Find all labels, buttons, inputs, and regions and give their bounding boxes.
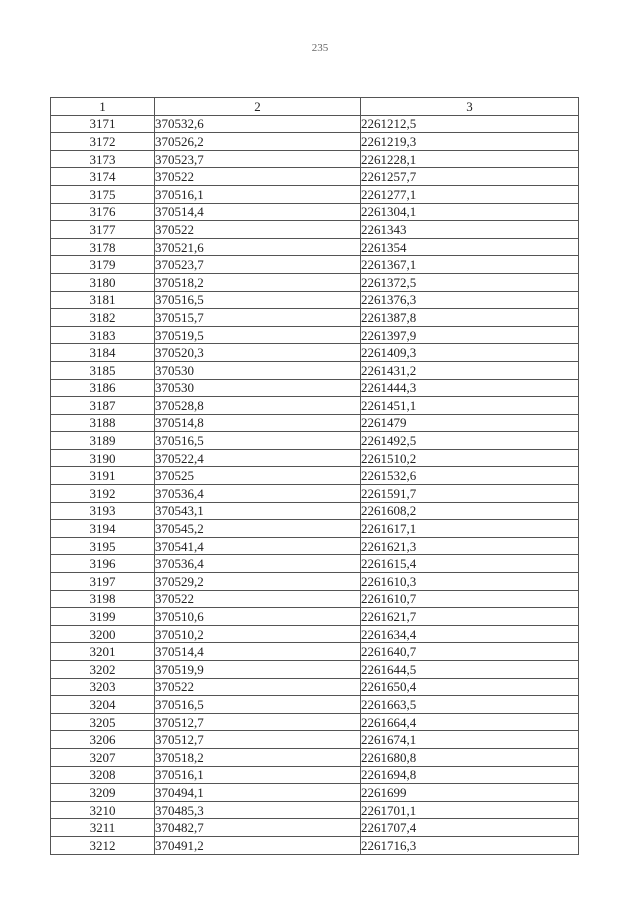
y-coordinate-cell: 2261663,5 <box>361 696 579 714</box>
y-coordinate-cell: 2261510,2 <box>361 449 579 467</box>
point-number-cell: 3193 <box>51 502 155 520</box>
x-coordinate-cell: 370520,3 <box>155 344 361 362</box>
y-coordinate-cell: 2261610,7 <box>361 590 579 608</box>
x-coordinate-cell: 370529,2 <box>155 573 361 591</box>
table-row <box>51 643 579 661</box>
point-number-cell: 3208 <box>51 766 155 784</box>
y-coordinate-cell: 2261621,7 <box>361 608 579 626</box>
table-row <box>51 801 579 819</box>
point-number-cell: 3209 <box>51 784 155 802</box>
y-coordinate-cell: 2261343 <box>361 221 579 239</box>
y-coordinate-cell: 2261674,1 <box>361 731 579 749</box>
y-coordinate-cell: 2261610,3 <box>361 573 579 591</box>
y-coordinate-cell: 2261617,1 <box>361 520 579 538</box>
table-row <box>51 344 579 362</box>
table-row <box>51 291 579 309</box>
point-number-cell: 3190 <box>51 449 155 467</box>
x-coordinate-cell: 370485,3 <box>155 801 361 819</box>
point-number-cell: 3178 <box>51 238 155 256</box>
table-row <box>51 449 579 467</box>
table-row <box>51 590 579 608</box>
y-coordinate-cell: 2261451,1 <box>361 397 579 415</box>
x-coordinate-cell: 370532,6 <box>155 115 361 133</box>
table-row <box>51 784 579 802</box>
point-number-cell: 3172 <box>51 133 155 151</box>
x-coordinate-cell: 370516,5 <box>155 432 361 450</box>
y-coordinate-cell: 2261304,1 <box>361 203 579 221</box>
point-number-cell: 3207 <box>51 748 155 766</box>
y-coordinate-cell: 2261277,1 <box>361 185 579 203</box>
table-row <box>51 414 579 432</box>
point-number-cell: 3195 <box>51 537 155 555</box>
x-coordinate-cell: 370516,5 <box>155 291 361 309</box>
point-number-cell: 3181 <box>51 291 155 309</box>
x-coordinate-cell: 370514,4 <box>155 203 361 221</box>
table-header-row <box>51 98 579 116</box>
point-number-cell: 3196 <box>51 555 155 573</box>
x-coordinate-cell: 370543,1 <box>155 502 361 520</box>
point-number-cell: 3171 <box>51 115 155 133</box>
y-coordinate-cell: 2261621,3 <box>361 537 579 555</box>
x-coordinate-cell: 370516,5 <box>155 696 361 714</box>
y-coordinate-cell: 2261409,3 <box>361 344 579 362</box>
x-coordinate-cell: 370522 <box>155 678 361 696</box>
x-coordinate-cell: 370545,2 <box>155 520 361 538</box>
table-row <box>51 836 579 854</box>
point-number-cell: 3212 <box>51 836 155 854</box>
x-coordinate-cell: 370530 <box>155 379 361 397</box>
point-number-cell: 3210 <box>51 801 155 819</box>
table-row <box>51 520 579 538</box>
y-coordinate-cell: 2261694,8 <box>361 766 579 784</box>
x-coordinate-cell: 370515,7 <box>155 309 361 327</box>
y-coordinate-cell: 2261257,7 <box>361 168 579 186</box>
y-coordinate-cell: 2261644,5 <box>361 661 579 679</box>
y-coordinate-cell: 2261367,1 <box>361 256 579 274</box>
y-coordinate-cell: 2261387,8 <box>361 309 579 327</box>
x-coordinate-cell: 370521,6 <box>155 238 361 256</box>
point-number-cell: 3183 <box>51 326 155 344</box>
point-number-cell: 3203 <box>51 678 155 696</box>
x-coordinate-cell: 370519,9 <box>155 661 361 679</box>
x-coordinate-cell: 370522 <box>155 221 361 239</box>
point-number-cell: 3175 <box>51 185 155 203</box>
x-coordinate-cell: 370514,8 <box>155 414 361 432</box>
x-coordinate-cell: 370491,2 <box>155 836 361 854</box>
y-coordinate-cell: 2261699 <box>361 784 579 802</box>
point-number-cell: 3189 <box>51 432 155 450</box>
x-coordinate-cell: 370518,2 <box>155 273 361 291</box>
table-row <box>51 485 579 503</box>
point-number-cell: 3204 <box>51 696 155 714</box>
x-coordinate-cell: 370541,4 <box>155 537 361 555</box>
y-coordinate-cell: 2261680,8 <box>361 748 579 766</box>
point-number-cell: 3201 <box>51 643 155 661</box>
table-row <box>51 608 579 626</box>
table-row <box>51 238 579 256</box>
table-row <box>51 696 579 714</box>
x-coordinate-cell: 370516,1 <box>155 185 361 203</box>
y-coordinate-cell: 2261701,1 <box>361 801 579 819</box>
table-row <box>51 467 579 485</box>
y-coordinate-cell: 2261608,2 <box>361 502 579 520</box>
coordinates-table <box>50 97 579 855</box>
table-row <box>51 273 579 291</box>
table-row <box>51 326 579 344</box>
y-coordinate-cell: 2261479 <box>361 414 579 432</box>
point-number-cell: 3185 <box>51 361 155 379</box>
y-coordinate-cell: 2261397,9 <box>361 326 579 344</box>
x-coordinate-cell: 370512,7 <box>155 713 361 731</box>
column-header-x: 2 <box>155 98 361 116</box>
point-number-cell: 3191 <box>51 467 155 485</box>
x-coordinate-cell: 370514,4 <box>155 643 361 661</box>
y-coordinate-cell: 2261532,6 <box>361 467 579 485</box>
table-body <box>51 115 579 854</box>
table-row <box>51 203 579 221</box>
x-coordinate-cell: 370528,8 <box>155 397 361 415</box>
x-coordinate-cell: 370525 <box>155 467 361 485</box>
y-coordinate-cell: 2261707,4 <box>361 819 579 837</box>
table-row <box>51 573 579 591</box>
x-coordinate-cell: 370510,2 <box>155 625 361 643</box>
table-row <box>51 766 579 784</box>
table-row <box>51 748 579 766</box>
point-number-cell: 3198 <box>51 590 155 608</box>
y-coordinate-cell: 2261591,7 <box>361 485 579 503</box>
point-number-cell: 3188 <box>51 414 155 432</box>
table-row <box>51 819 579 837</box>
point-number-cell: 3199 <box>51 608 155 626</box>
y-coordinate-cell: 2261650,4 <box>361 678 579 696</box>
point-number-cell: 3186 <box>51 379 155 397</box>
x-coordinate-cell: 370512,7 <box>155 731 361 749</box>
point-number-cell: 3202 <box>51 661 155 679</box>
point-number-cell: 3184 <box>51 344 155 362</box>
y-coordinate-cell: 2261372,5 <box>361 273 579 291</box>
point-number-cell: 3174 <box>51 168 155 186</box>
point-number-cell: 3177 <box>51 221 155 239</box>
x-coordinate-cell: 370518,2 <box>155 748 361 766</box>
x-coordinate-cell: 370522 <box>155 168 361 186</box>
column-header-point: 1 <box>51 98 155 116</box>
y-coordinate-cell: 2261444,3 <box>361 379 579 397</box>
x-coordinate-cell: 370516,1 <box>155 766 361 784</box>
table-row <box>51 256 579 274</box>
table-row <box>51 555 579 573</box>
point-number-cell: 3192 <box>51 485 155 503</box>
x-coordinate-cell: 370522,4 <box>155 449 361 467</box>
point-number-cell: 3182 <box>51 309 155 327</box>
y-coordinate-cell: 2261716,3 <box>361 836 579 854</box>
point-number-cell: 3176 <box>51 203 155 221</box>
table-row <box>51 625 579 643</box>
table-row <box>51 397 579 415</box>
x-coordinate-cell: 370519,5 <box>155 326 361 344</box>
table-row <box>51 502 579 520</box>
y-coordinate-cell: 2261212,5 <box>361 115 579 133</box>
table-row <box>51 731 579 749</box>
y-coordinate-cell: 2261431,2 <box>361 361 579 379</box>
point-number-cell: 3180 <box>51 273 155 291</box>
page-number: 235 <box>311 42 329 54</box>
y-coordinate-cell: 2261664,4 <box>361 713 579 731</box>
table-row <box>51 115 579 133</box>
table-row <box>51 150 579 168</box>
table-row <box>51 168 579 186</box>
table-row <box>51 309 579 327</box>
table-row <box>51 678 579 696</box>
table-row <box>51 537 579 555</box>
y-coordinate-cell: 2261634,4 <box>361 625 579 643</box>
point-number-cell: 3187 <box>51 397 155 415</box>
x-coordinate-cell: 370522 <box>155 590 361 608</box>
y-coordinate-cell: 2261376,3 <box>361 291 579 309</box>
x-coordinate-cell: 370530 <box>155 361 361 379</box>
x-coordinate-cell: 370494,1 <box>155 784 361 802</box>
y-coordinate-cell: 2261228,1 <box>361 150 579 168</box>
x-coordinate-cell: 370523,7 <box>155 150 361 168</box>
table-row <box>51 221 579 239</box>
x-coordinate-cell: 370523,7 <box>155 256 361 274</box>
table-row <box>51 185 579 203</box>
x-coordinate-cell: 370482,7 <box>155 819 361 837</box>
point-number-cell: 3200 <box>51 625 155 643</box>
y-coordinate-cell: 2261640,7 <box>361 643 579 661</box>
column-header-y: 3 <box>361 98 579 116</box>
table-row <box>51 432 579 450</box>
point-number-cell: 3197 <box>51 573 155 591</box>
x-coordinate-cell: 370536,4 <box>155 555 361 573</box>
y-coordinate-cell: 2261219,3 <box>361 133 579 151</box>
table-row <box>51 379 579 397</box>
table-row <box>51 661 579 679</box>
y-coordinate-cell: 2261615,4 <box>361 555 579 573</box>
point-number-cell: 3206 <box>51 731 155 749</box>
x-coordinate-cell: 370536,4 <box>155 485 361 503</box>
y-coordinate-cell: 2261492,5 <box>361 432 579 450</box>
table-row <box>51 361 579 379</box>
x-coordinate-cell: 370510,6 <box>155 608 361 626</box>
y-coordinate-cell: 2261354 <box>361 238 579 256</box>
point-number-cell: 3205 <box>51 713 155 731</box>
point-number-cell: 3173 <box>51 150 155 168</box>
table-row <box>51 133 579 151</box>
table-row <box>51 713 579 731</box>
point-number-cell: 3211 <box>51 819 155 837</box>
x-coordinate-cell: 370526,2 <box>155 133 361 151</box>
point-number-cell: 3179 <box>51 256 155 274</box>
point-number-cell: 3194 <box>51 520 155 538</box>
